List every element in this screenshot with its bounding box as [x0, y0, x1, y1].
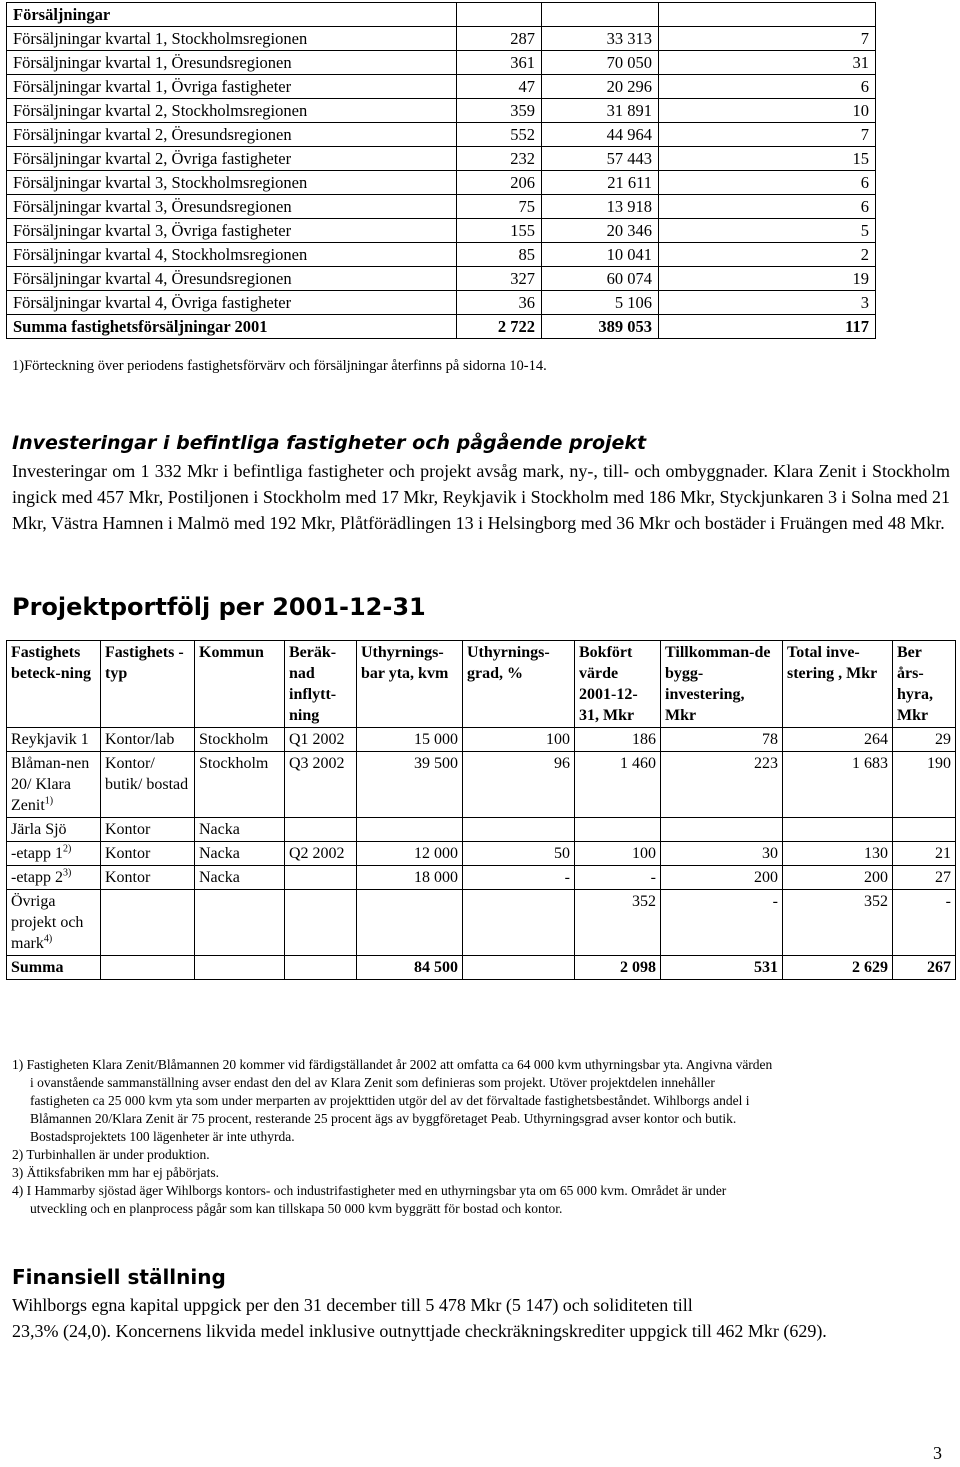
- sales-heading: Försäljningar: [7, 3, 457, 27]
- finance-line-2: 23,3% (24,0). Koncernens likvida medel inklusive outnyttjade checkräkningskrediter uppgick till 462 Mkr (629).: [12, 1321, 827, 1341]
- portfolio-header-cell: Kommun: [195, 641, 285, 728]
- portfolio-sum-row: Summa 84 500 2 098 531 2 629 267: [7, 956, 956, 980]
- footnote-1: 1) Fastigheten Klara Zenit/Blåmannen 20 kommer vid färdigställandet år 2002 att omfatta ca 64 000 kvm uthyrningsbar yta. Angivna värden: [12, 1057, 773, 1072]
- portfolio-header-cell: Uthyrnings-bar yta, kvm: [357, 641, 463, 728]
- portfolio-header-cell: Ber års-hyra, Mkr: [893, 641, 956, 728]
- portfolio-row: Reykjavik 1 Kontor/lab Stockholm Q1 2002 15 000 100 186 78 264 29: [7, 728, 956, 752]
- sales-row: Försäljningar kvartal 1, Öresundsregionen 361 70 050 31: [7, 51, 876, 75]
- sales-row: Försäljningar kvartal 3, Stockholmsregionen 206 21 611 6: [7, 171, 876, 195]
- portfolio-row: -etapp 2$^{3)}$ Kontor Nacka 18 000 - - 200 200 27: [7, 866, 956, 890]
- portfolio-header-cell: Total inve-stering , Mkr: [783, 641, 893, 728]
- portfolio-header-cell: Tillkomman-de bygg-investering, Mkr: [661, 641, 783, 728]
- portfolio-table: [6, 640, 956, 980]
- finance-line-1: Wihlborgs egna kapital uppgick per den 31 december till 5 478 Mkr (5 147) och soliditeten till: [12, 1295, 693, 1315]
- sales-row: Försäljningar kvartal 1, Stockholmsregionen 287 33 313 7: [7, 27, 876, 51]
- sales-row: Försäljningar kvartal 2, Stockholmsregionen 359 31 891 10: [7, 99, 876, 123]
- sales-note: 1)Förteckning över periodens fastighetsförvärv och försäljningar återfinns på sidorna 10-14.: [12, 358, 547, 374]
- portfolio-header-cell: Beräk-nad inflytt-ning: [285, 641, 357, 728]
- portfolio-header-cell: Fastighets -typ: [101, 641, 195, 728]
- portfolio-header-cell: Uthyrnings-grad, %: [463, 641, 575, 728]
- portfolio-header-cell: Fastighets beteck-ning: [7, 641, 101, 728]
- portfolio-row: Järla Sjö Kontor Nacka: [7, 818, 956, 842]
- sales-row: Försäljningar kvartal 2, Öresundsregionen 552 44 964 7: [7, 123, 876, 147]
- portfolio-row: Blåman-nen 20/ Klara Zenit$^{1)}$ Kontor/ butik/ bostad Stockholm Q3 2002 39 500 96 1 460 223 1 683 190: [7, 752, 956, 818]
- sales-row: Försäljningar kvartal 1, Övriga fastigheter 47 20 296 6: [7, 75, 876, 99]
- footnote-3: 3) Ättiksfabriken mm har ej påbörjats.: [12, 1165, 219, 1180]
- sales-row: Försäljningar kvartal 4, Övriga fastigheter 36 5 106 3: [7, 291, 876, 315]
- investments-heading: Investeringar i befintliga fastigheter och pågående projekt: [12, 432, 647, 454]
- sales-row: Försäljningar kvartal 3, Öresundsregionen 75 13 918 6: [7, 195, 876, 219]
- sales-row: Försäljningar kvartal 3, Övriga fastigheter 155 20 346 5: [7, 219, 876, 243]
- sales-sum-row: Summa fastighetsförsäljningar 2001 2 722 389 053 117: [7, 315, 876, 339]
- finance-heading: Finansiell ställning: [12, 1265, 226, 1289]
- page-number: 3: [933, 1443, 942, 1463]
- investments-text: Investeringar om 1 332 Mkr i befintliga fastigheter och projekt avsåg mark, ny-, till- och ombyggnader. Klara Zenit i Stockholm ingick med 457 Mkr, Postiljonen i Stockholm med 17 Mkr, Reykjavik i Stockholm med 186 Mkr, Styckjunkaren 3 i Solna med 21 Mkr, Västra Hamnen i Malmö med 192 Mkr, Plåtförädlingen 13 i Helsingborg med 36 Mkr och bostäder i Fruängen med 48 Mkr.: [12, 461, 950, 533]
- footnote-4: 4) I Hammarby sjöstad äger Wihlborgs kontors- och industrifastigheter med en uthyrningsbar yta om 65 000 kvm. Området är under: [12, 1183, 727, 1198]
- sales-row: Försäljningar kvartal 2, Övriga fastigheter 232 57 443 15: [7, 147, 876, 171]
- portfolio-header-cell: Bokfört värde 2001-12-31, Mkr: [575, 641, 661, 728]
- sales-row: Försäljningar kvartal 4, Öresundsregionen 327 60 074 19: [7, 267, 876, 291]
- sales-table: [6, 2, 876, 339]
- portfolio-row: -etapp 1$^{2)}$ Kontor Nacka Q2 2002 12 000 50 100 30 130 21: [7, 842, 956, 866]
- portfolio-footnotes: 1) Fastigheten Klara Zenit/Blåmannen 20 kommer vid färdigställandet år 2002 att omfatta ca 64 000 kvm uthyrningsbar yta. Angivna värden i ovanstående sammanställning avser endast den del av Klara Zenit som definieras som projekt. Utöver projektdelen innehåller fastigheten ca 25 000 kvm yta som under merparten av projekttiden utgör del av det förvaltade fastighetsbeståndet. Wihlborgs andel i Blåmannen 20/Klara Zenit är 75 procent, resterande 25 procent ägs av byggföretaget Peab. Uthyrningsgrad avser kontor och butik. Bostadsprojektets 100 lägenheter är inte uthyrda. 2) Turbinhallen är under produktion. 3) Ättiksfabriken mm har ej påbörjats. 4) I Hammarby sjöstad äger Wihlborgs kontors- och industrifastigheter med en uthyrningsbar yta om 65 000 kvm. Området är under utveckling och en planprocess pågår som kan tillskapa 50 000 kvm byggrätt för bostad och kontor.: [12, 1056, 942, 1218]
- footnote-2: 2) Turbinhallen är under produktion.: [12, 1147, 210, 1162]
- portfolio-heading: Projektportfölj per 2001-12-31: [12, 593, 426, 621]
- portfolio-row: Övriga projekt och mark$^{4)}$ 352 - 352 -: [7, 890, 956, 956]
- sales-row: Försäljningar kvartal 4, Stockholmsregionen 85 10 041 2: [7, 243, 876, 267]
